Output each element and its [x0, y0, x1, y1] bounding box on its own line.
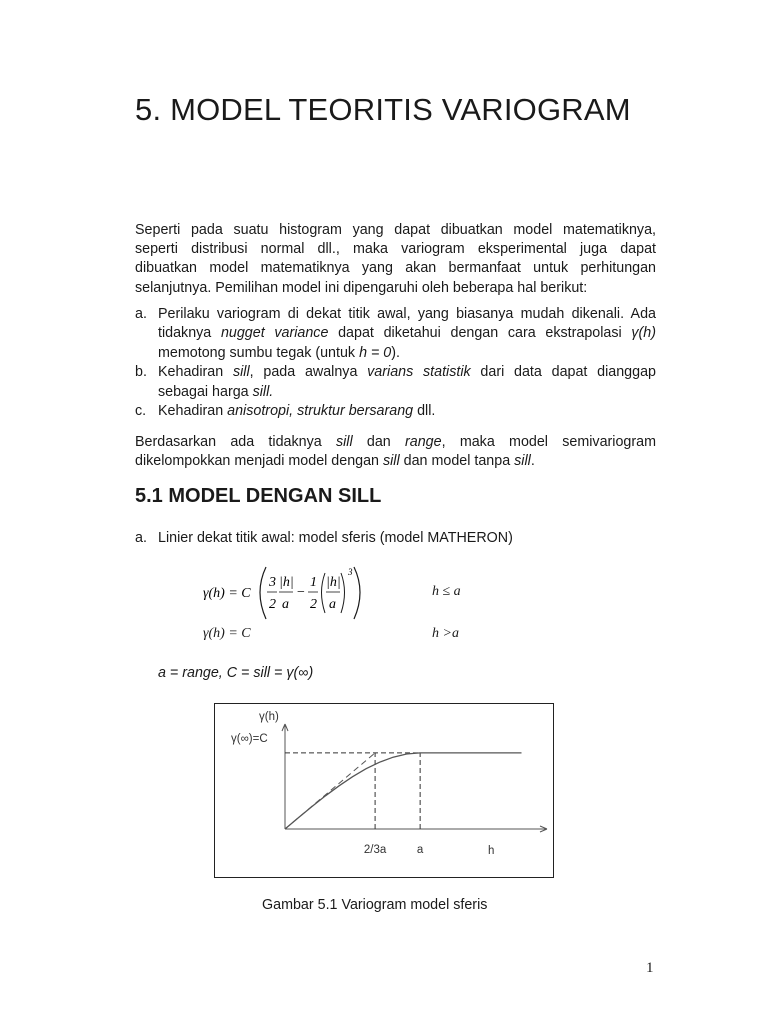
frac2-den: a [282, 597, 289, 612]
factor-text: γ(h) [631, 325, 656, 342]
factor-text: dari data dapat dianggap sebagai harga [158, 364, 656, 400]
grouping-text: sill [382, 453, 400, 470]
spherical-curve [285, 753, 522, 829]
model-item [135, 529, 656, 548]
formula-lhs: γ(h) = C [203, 586, 251, 601]
grouping-paragraph [135, 433, 656, 471]
factor-text: nugget variance [220, 325, 329, 342]
factor-list [135, 305, 656, 421]
factor-text: dll. [413, 403, 436, 420]
grouping-text: . [530, 453, 535, 470]
grouping-text: sill [335, 434, 353, 450]
factor-marker: b. [135, 364, 147, 381]
definition-line: a = range, C = sill = γ(∞) [158, 665, 314, 681]
grouping-text: sill [514, 453, 531, 470]
intro-line-2: seperti distribusi normal dll., maka variogram eksperimental juga dapat [135, 241, 656, 258]
grouping-text: dan model tanpa [399, 453, 515, 470]
factor-text: anisotropi, struktur bersarang [227, 403, 414, 420]
spherical-formula [200, 563, 430, 623]
intro-line-4: selanjutnya. Pemilihan model ini dipengaruhi oleh beberapa hal berikut: [135, 279, 588, 296]
frac1-den: 2 [269, 597, 276, 612]
grouping-text: dan [352, 434, 406, 450]
frac1-num: 3 [269, 575, 276, 590]
grouping-text: range [405, 434, 442, 450]
factor-text: sill. [252, 383, 274, 400]
x-tick-label: a [416, 844, 424, 856]
model-item-marker: a. [135, 530, 147, 546]
frac4-num: |h| [326, 575, 341, 590]
factor-item [135, 305, 656, 363]
factor-text: ). [391, 344, 400, 361]
intro-line-3: dibuatkan model matematiknya yang akan bermanfaat untuk perhitungan [135, 260, 656, 277]
x-axis-label: h [488, 845, 495, 857]
variogram-chart [215, 704, 553, 877]
factor-text: Kehadiran [158, 403, 228, 420]
factor-text: memotong sumbu tegak (untuk [158, 344, 360, 361]
frac4-den: a [329, 597, 336, 612]
big-paren-right [354, 567, 360, 619]
factor-marker: a. [135, 306, 147, 322]
grouping-text: Berdasarkan ada tidaknya [135, 434, 336, 450]
model-item-text: Linier dekat titik awal: model sferis (model MATHERON) [158, 530, 513, 546]
chapter-title: 5. MODEL TEORITIS VARIOGRAM [135, 92, 631, 127]
factor-text: sill [232, 364, 250, 381]
factor-text: h = 0 [359, 344, 392, 361]
page-number: 1 [646, 960, 654, 976]
frac3-num: 1 [310, 575, 317, 590]
factor-text: varians statistik [367, 364, 471, 381]
figure-frame [214, 703, 554, 878]
big-paren-left [260, 567, 266, 619]
formula-line-2: γ(h) = C [203, 626, 251, 641]
formula-exponent: 3 [348, 567, 353, 577]
factor-text: dapat diketahui dengan cara ekstrapolasi [328, 325, 632, 342]
factor-text: Kehadiran [158, 364, 233, 381]
frac3-den: 2 [310, 597, 317, 612]
condition-2: h >a [432, 626, 459, 641]
x-tick-label: 2/3a [363, 844, 387, 856]
factor-item [135, 402, 656, 421]
intro-line-1: Seperti pada suatu histogram yang dapat dibuatkan model matematiknya, [135, 222, 656, 238]
grouping-text: , maka model semivariogram dikelompokkan menjadi model dengan [135, 434, 656, 470]
factor-text: Perilaku variogram di dekat titik awal, yang biasanya mudah dikenali. Ada tidaknya [158, 306, 656, 342]
factor-item [135, 363, 656, 402]
factor-marker: c. [135, 403, 147, 420]
frac2-num: |h| [279, 575, 294, 590]
intro-paragraph [135, 221, 656, 298]
factor-text: , pada awalnya [249, 364, 368, 381]
inner-paren-left [322, 573, 326, 613]
section-title: 5.1 MODEL DENGAN SILL [135, 485, 382, 507]
y-axis-label: γ(h) [259, 711, 279, 723]
condition-1: h ≤ a [432, 584, 461, 599]
inner-paren-right [341, 573, 345, 613]
figure-caption: Gambar 5.1 Variogram model sferis [262, 897, 488, 913]
formula-minus: − [297, 585, 305, 600]
sill-label: γ(∞)=C [231, 733, 268, 745]
